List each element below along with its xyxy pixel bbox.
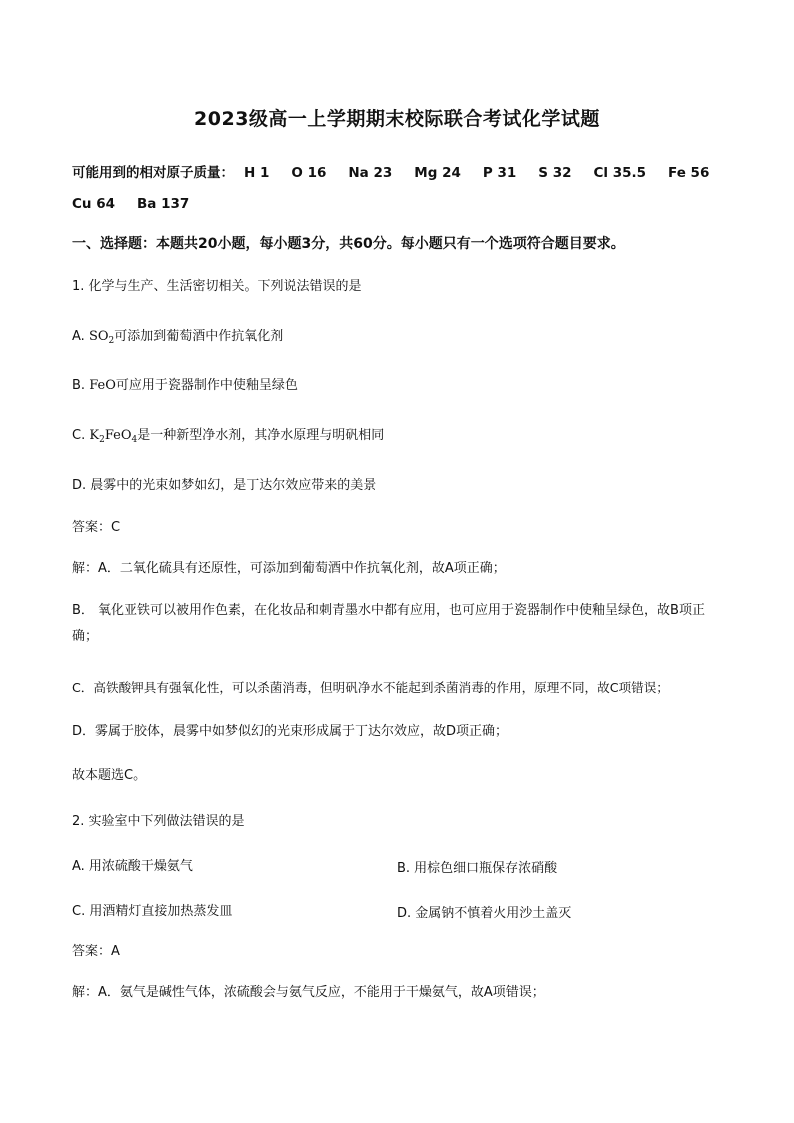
q2-option-b: B. 用棕色细口瓶保存浓硝酸	[397, 861, 558, 876]
mass-item: Ba 137	[137, 196, 190, 212]
option-text: 可应用于瓷器制作中使釉呈绿色	[115, 378, 298, 393]
formula: $K_2FeO_4$	[89, 428, 138, 445]
mass-item: Fe 56	[668, 165, 710, 181]
mass-item: P 31	[482, 165, 517, 181]
q1-option-b	[72, 376, 298, 396]
mass-item: O 16	[291, 165, 327, 181]
q2-option-d: D. 金属钠不慎着火用沙土盖灭	[397, 906, 572, 921]
q2-option-a: A. 用浓硫酸干燥氨气	[72, 859, 193, 874]
q1-conclusion: 故本题选C。	[72, 768, 147, 783]
atomic-masses-lead: 可能用到的相对原子质量：	[72, 165, 234, 181]
mass-item: S 32	[538, 165, 572, 181]
q1-explanation-d: D．雾属于胶体，晨雾中如梦似幻的光束形成属于丁达尔效应，故D项正确；	[72, 724, 509, 739]
option-label: B.	[72, 378, 86, 393]
formula: FeO	[89, 378, 116, 393]
q1-explanation-a: 解：A．二氧化硫具有还原性，可添加到葡萄酒中作抗氧化剂，故A项正确；	[72, 561, 506, 576]
section-heading: 一、选择题：本题共20小题，每小题3分，共60分。每小题只有一个选项符合题目要求。	[72, 236, 625, 252]
option-label: A.	[72, 329, 85, 344]
exam-title: 2023级高一上学期期末校际联合考试化学试题	[194, 108, 600, 130]
q1-option-c	[72, 426, 384, 450]
q1-explanation-b: B． 氧化亚铁可以被用作色素，在化妆品和刺青墨水中都有应用，也可应用于瓷器制作中使釉呈绿色，故B项正确；	[72, 603, 705, 644]
q1-answer: 答案：C	[72, 520, 121, 535]
mass-item: Cl 35.5	[593, 165, 647, 181]
q2-option-c: C. 用酒精灯直接加热蒸发皿	[72, 904, 233, 919]
formula: $SO_2$	[88, 329, 115, 346]
q2-answer: 答案：A	[72, 944, 120, 959]
question-2-stem: 2. 实验室中下列做法错误的是	[72, 814, 245, 829]
option-label: C.	[72, 428, 86, 443]
mass-item: Na 23	[348, 165, 393, 181]
q2-explanation-a: 解：A．氨气是碱性气体，浓硫酸会与氨气反应，不能用于干燥氨气，故A项错误；	[72, 985, 545, 1000]
q1-explanation-c: C．高铁酸钾具有强氧化性，可以杀菌消毒，但明矾净水不能起到杀菌消毒的作用，原理不同，故C项错误；	[72, 680, 669, 695]
q1-option-a	[72, 327, 283, 351]
mass-item: Mg 24	[414, 165, 461, 181]
mass-item: H 1	[244, 165, 270, 181]
option-text: 是一种新型净水剂，其净水原理与明矾相同	[137, 428, 385, 443]
question-1-stem: 1. 化学与生产、生活密切相关。下列说法错误的是	[72, 279, 362, 294]
option-text: 可添加到葡萄酒中作抗氧化剂	[114, 329, 284, 344]
mass-item: Cu 64	[72, 196, 116, 212]
atomic-masses	[72, 158, 732, 220]
q1-option-d: D. 晨雾中的光束如梦如幻，是丁达尔效应带来的美景	[72, 478, 377, 493]
